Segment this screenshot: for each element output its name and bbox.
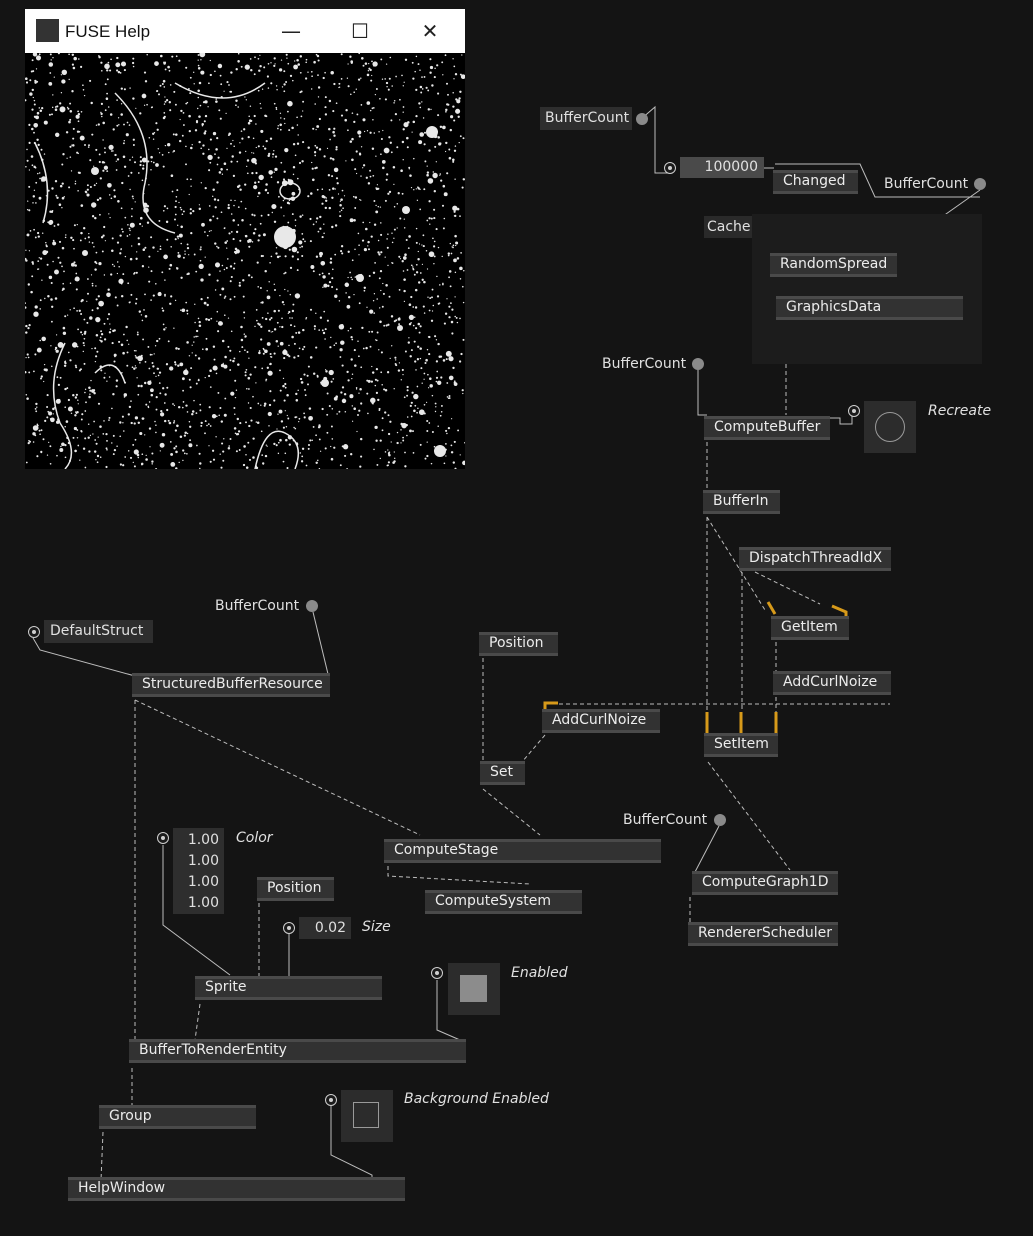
buffercount-label-5: BufferCount	[623, 812, 708, 828]
node-rendererscheduler[interactable]: RendererScheduler	[688, 922, 838, 946]
window-titlebar[interactable]	[25, 9, 465, 53]
cache-region[interactable]	[752, 214, 982, 364]
node-computestage[interactable]: ComputeStage	[384, 839, 661, 863]
toggle-on-icon	[460, 975, 487, 1002]
buffercount-label-3: BufferCount	[602, 356, 687, 372]
buffercount-label-4: BufferCount	[215, 598, 300, 614]
node-dispatchthreadidx[interactable]: DispatchThreadIdX	[739, 547, 891, 571]
maximize-button[interactable]: ☐	[351, 19, 369, 43]
node-position-top[interactable]: Position	[479, 632, 558, 656]
buffercount-label-2: BufferCount	[884, 176, 969, 192]
size-value-box[interactable]	[299, 917, 351, 939]
size-label: Size	[362, 919, 391, 935]
node-randomspread[interactable]: RandomSpread	[770, 253, 897, 277]
node-computebuffer[interactable]: ComputeBuffer	[704, 416, 830, 440]
enabled-pin[interactable]	[431, 967, 443, 979]
bang-circle-icon	[875, 412, 905, 442]
buffercount-value-box[interactable]	[680, 157, 764, 178]
node-computegraph1d[interactable]: ComputeGraph1D	[692, 871, 838, 895]
node-setitem[interactable]: SetItem	[704, 733, 778, 757]
node-position-sprite[interactable]: Position	[257, 877, 334, 901]
color-g: 1.00	[187, 853, 219, 869]
help-render-window[interactable]	[25, 9, 465, 469]
node-getitem[interactable]: GetItem	[771, 616, 849, 640]
window-title: FUSE Help	[65, 22, 151, 41]
buffercount-pin-5[interactable]	[714, 814, 726, 826]
buffercount-pin[interactable]	[636, 113, 648, 125]
buffercount-pin-4[interactable]	[306, 600, 318, 612]
close-button[interactable]: ✕	[421, 19, 439, 43]
recreate-label: Recreate	[928, 403, 992, 419]
size-pin[interactable]	[283, 922, 295, 934]
recreate-pin[interactable]	[848, 405, 860, 417]
color-label: Color	[236, 830, 273, 846]
size-value: 0.02	[314, 920, 346, 936]
buffercount-pin-3[interactable]	[692, 358, 704, 370]
defaultstruct-box[interactable]	[44, 620, 153, 643]
background-enabled-label: Background Enabled	[404, 1091, 549, 1107]
recreate-toggle[interactable]	[864, 401, 916, 453]
background-enabled-pin[interactable]	[325, 1094, 337, 1106]
buffercount-value-pin[interactable]	[664, 162, 676, 174]
app-icon	[36, 19, 59, 42]
color-pin[interactable]	[157, 832, 169, 844]
particle-render-canvas	[25, 53, 465, 469]
enabled-toggle[interactable]	[448, 963, 500, 1015]
node-structuredbufferresource[interactable]: StructuredBufferResource	[132, 673, 330, 697]
node-sprite[interactable]: Sprite	[195, 976, 382, 1000]
background-enabled-toggle[interactable]	[341, 1090, 393, 1142]
buffercount-label: BufferCount	[545, 110, 630, 126]
node-graphicsdata[interactable]: GraphicsData	[776, 296, 963, 320]
node-bufferin[interactable]: BufferIn	[703, 490, 780, 514]
node-computesystem[interactable]: ComputeSystem	[425, 890, 582, 914]
color-r: 1.00	[187, 832, 219, 848]
enabled-label: Enabled	[511, 965, 568, 981]
node-group[interactable]: Group	[99, 1105, 256, 1129]
node-helpwindow[interactable]: HelpWindow	[68, 1177, 405, 1201]
toggle-off-icon	[353, 1102, 379, 1128]
node-buffertorenderentity[interactable]: BufferToRenderEntity	[129, 1039, 466, 1063]
minimize-button[interactable]: —	[281, 19, 301, 43]
node-addcurlnoize-mid[interactable]: AddCurlNoize	[542, 709, 660, 733]
color-a: 1.00	[187, 895, 219, 911]
color-b: 1.00	[187, 874, 219, 890]
node-addcurlnoize-right[interactable]: AddCurlNoize	[773, 671, 891, 695]
cache-label: Cache	[707, 219, 751, 235]
defaultstruct-label: DefaultStruct	[50, 623, 144, 639]
defaultstruct-pin[interactable]	[28, 626, 40, 638]
node-set[interactable]: Set	[480, 761, 525, 785]
color-values-box[interactable]	[173, 828, 224, 914]
cache-region-label-box	[704, 216, 752, 238]
buffercount-pin-2[interactable]	[974, 178, 986, 190]
node-changed[interactable]: Changed	[773, 170, 858, 194]
buffercount-value: 100000	[704, 159, 758, 175]
buffercount-label-box[interactable]	[540, 107, 632, 130]
